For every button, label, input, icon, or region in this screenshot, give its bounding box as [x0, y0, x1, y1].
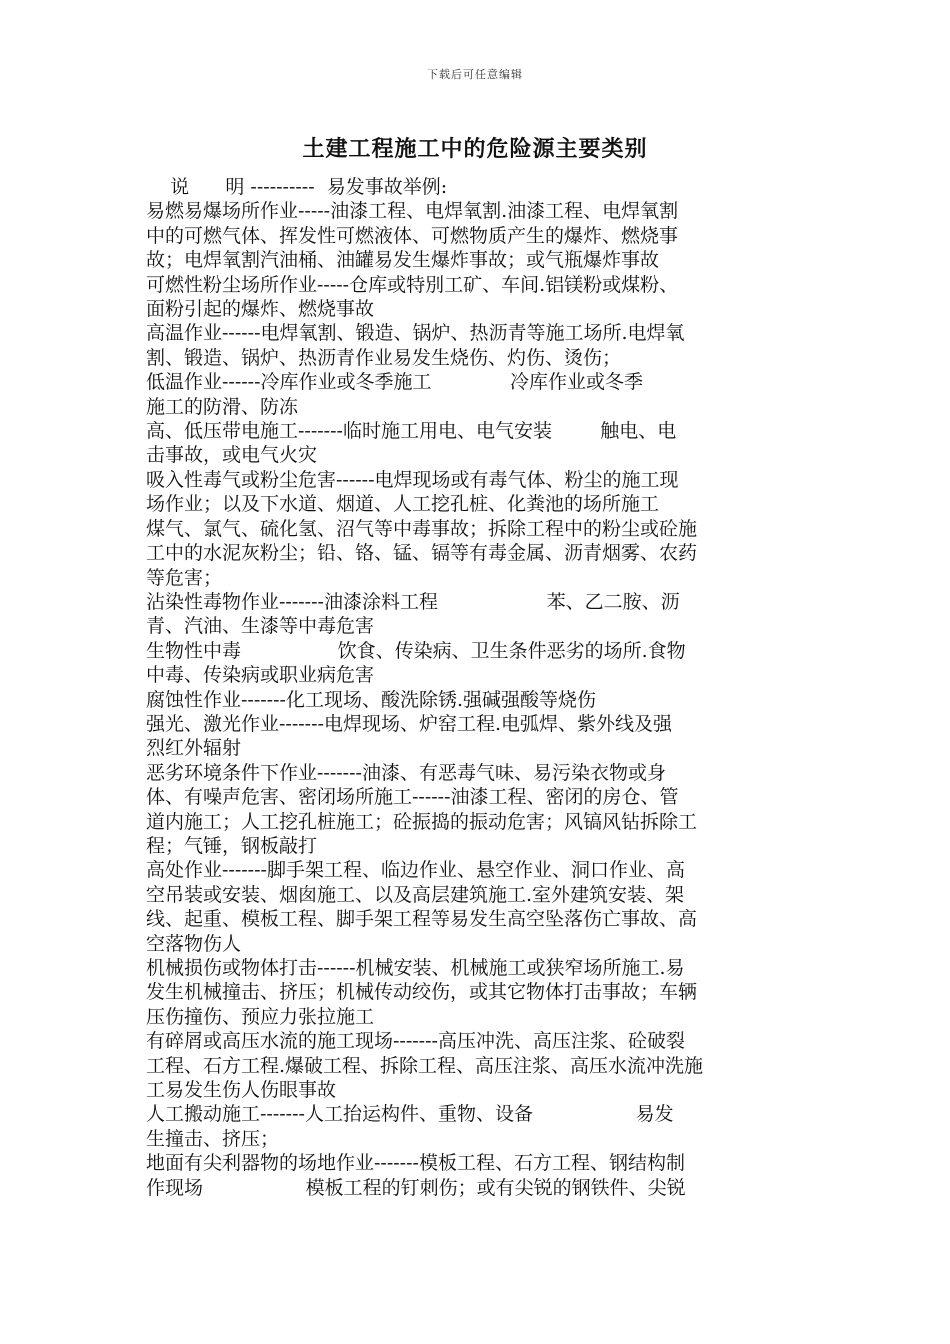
body-text-line: 道内施工；人工挖孔桩施工；砼振捣的振动危害；风镐风钻拆除工: [146, 810, 698, 833]
body-text-line: 割、锻造、锅炉、热沥青作业易发生烧伤、灼伤、烫伤；: [146, 346, 622, 369]
body-text-line: 高、低压带电施工-------临时施工用电、电气安装 触电、电: [146, 420, 677, 443]
body-text-line: 中的可燃气体、挥发性可燃液体、可燃物质产生的爆炸、燃烧事: [146, 224, 679, 247]
body-text-line: 吸入性毒气或粉尘危害------电焊现场或有毒气体、粉尘的施工现: [146, 468, 679, 491]
body-text-line: 煤气、氯气、硫化氢、沼气等中毒事故；拆除工程中的粉尘或砼施: [146, 517, 698, 540]
body-text-line: 生撞击、挤压；: [146, 1127, 280, 1150]
body-text-line: 空落物伤人: [146, 932, 242, 955]
body-text-line: 体、有噪声危害、密闭场所施工------油漆工程、密闭的房仓、管: [146, 786, 679, 809]
page-header-note: 下载后可任意编辑: [427, 68, 523, 81]
body-text-line: 生物性中毒 饮食、传染病、卫生条件恶劣的场所.食物: [146, 639, 686, 662]
body-text-line: 机械损伤或物体打击------机械安装、机械施工或狭窄场所施工.易: [146, 957, 685, 979]
body-text-line: 高温作业------电焊氧割、锻造、锅炉、热沥青等施工场所.电焊氧: [146, 322, 685, 345]
body-text-line: 工中的水泥灰粉尘；铅、铬、锰、镉等有毒金属、沥青烟雾、农药: [146, 542, 698, 565]
body-text-line: 腐蚀性作业-------化工现场、酸洗除锈.强碱强酸等烧伤: [146, 688, 596, 711]
body-text-line: 空吊装或安装、烟囱施工、以及高层建筑施工.室外建筑安装、架: [146, 883, 685, 906]
body-text-line: 击事故，或电气火灾: [146, 444, 318, 467]
body-text-line: 工程、石方工程.爆破工程、拆除工程、高压注浆、高压水流冲洗施: [146, 1054, 704, 1077]
body-text-line: 作现场 模板工程的钉刺伤；或有尖锐的钢铁件、尖锐: [146, 1176, 686, 1199]
body-text-line: 烈红外辐射: [146, 737, 242, 760]
body-text-line: 中毒、传染病或职业病危害: [146, 664, 375, 687]
body-text-line: 沾染性毒物作业-------油漆涂料工程 苯、乙二胺、沥: [146, 590, 680, 613]
body-text-line: 人工搬动施工-------人工抬运构件、重物、设备 易发: [146, 1103, 674, 1126]
body-text-line: 发生机械撞击、挤压；机械传动绞伤，或其它物体打击事故；车辆: [146, 981, 698, 1004]
body-text-line: 故；电焊氧割汽油桶、油罐易发生爆炸事故；或气瓶爆炸事故: [146, 249, 660, 272]
document-body: [146, 175, 810, 1200]
body-text-line: 低温作业------冷库作业或冬季施工 冷库作业或冬季: [146, 371, 644, 394]
body-text-line: 地面有尖利器物的场地作业-------模板工程、石方工程、钢结构制: [146, 1152, 685, 1175]
body-text-line: 易燃易爆场所作业-----油漆工程、电焊氧割.油漆工程、电焊氧割: [146, 200, 679, 223]
body-text-line: 青、汽油、生漆等中毒危害: [146, 615, 375, 638]
body-text-line: 强光、激光作业-------电焊现场、炉窑工程.电弧焊、紫外线及强: [146, 712, 672, 735]
document-title: 土建工程施工中的危险源主要类别: [302, 136, 648, 162]
body-text-line: 线、起重、模板工程、脚手架工程等易发生高空坠落伤亡事故、高: [146, 908, 698, 931]
body-text-line: 工易发生伤人伤眼事故: [146, 1079, 337, 1102]
body-text-line: 施工的防滑、防冻: [146, 395, 299, 418]
body-text-line: 等危害；: [146, 566, 223, 589]
body-text-line: 压伤撞伤、预应力张拉施工: [146, 1005, 375, 1028]
body-text-line: 可燃性粉尘场所作业-----仓库或特別工矿、车间.铝镁粉或煤粉、: [146, 273, 679, 296]
body-text-line: 面粉引起的爆炸、燃烧事故: [146, 298, 375, 321]
body-text-line: 说 明 ---------- 易发事故举例:: [146, 176, 448, 198]
body-text-line: 高处作业-------脚手架工程、临边作业、悬空作业、洞口作业、高: [146, 859, 685, 882]
body-text-line: 恶劣环境条件下作业-------油漆、有恶毒气味、易污染衣物或身: [146, 761, 666, 784]
body-text-line: 有碎屑或高压水流的施工现场-------高压冲洗、高压注浆、砼破裂: [146, 1030, 685, 1053]
body-text-line: 场作业；以及下水道、烟道、人工挖孔桩、化粪池的场所施工: [146, 493, 660, 516]
body-text-line: 程；气锤，钢板敲打: [146, 834, 318, 857]
